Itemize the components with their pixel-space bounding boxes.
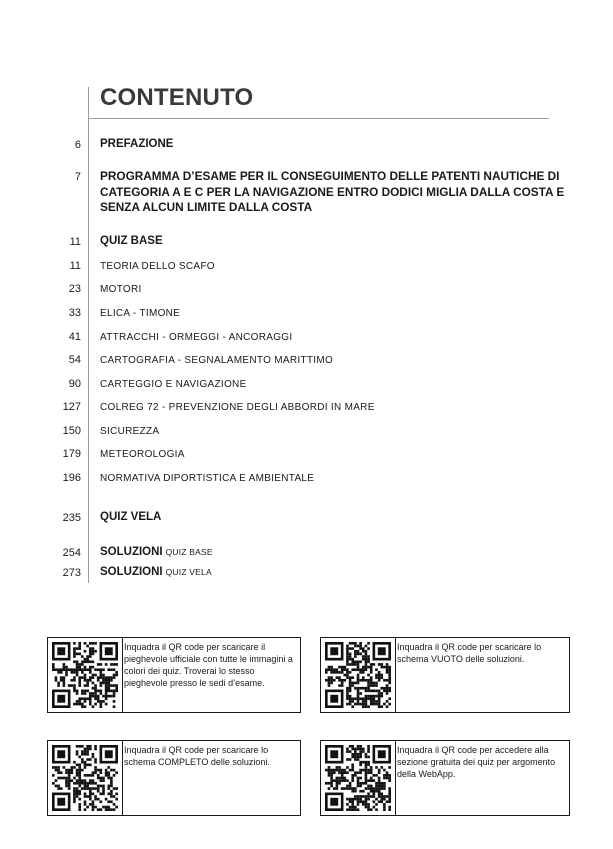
toc-page-number: 150 — [62, 425, 81, 437]
toc-label: PROGRAMMA D’ESAME PER IL CONSEGUIMENTO DELLE PATENTI NAUTICHE DI CATEGORIA A E C PER LA NAVIGAZIONE ENTRO DODICI MIGLIA DALLA COSTA E SENZA ALCUN LIMITE DALLA COSTA — [100, 169, 565, 214]
toc-label: QUIZ VELA — [100, 511, 162, 523]
toc-label: SICUREZZA — [100, 426, 160, 437]
toc-label-sub: QUIZ VELA — [165, 567, 212, 577]
qr-box-divider — [122, 638, 123, 712]
toc-page-number: 41 — [68, 331, 81, 343]
toc-label: COLREG 72 - PREVENZIONE DEGLI ABBORDI IN MARE — [100, 402, 375, 413]
toc-page-number: 90 — [68, 378, 81, 390]
toc-label: ATTRACCHI - ORMEGGI - ANCORAGGI — [100, 332, 293, 343]
qr-box-divider — [122, 741, 123, 815]
toc-label — [100, 566, 560, 578]
toc-label-main: SOLUZIONI — [100, 566, 163, 578]
qr-box-schema-completo[interactable] — [47, 740, 301, 816]
qr-box-text: Inquadra il QR code per scaricare lo schema COMPLETO delle soluzioni. — [124, 745, 270, 767]
toc-page-number: 11 — [69, 260, 81, 272]
page-title: CONTENUTO — [100, 84, 254, 111]
toc-page-number: 127 — [62, 401, 81, 413]
qr-box-webapp[interactable] — [320, 740, 570, 816]
qr-code-icon[interactable] — [52, 745, 118, 811]
toc-label: CARTEGGIO E NAVIGAZIONE — [100, 379, 247, 390]
vertical-divider — [88, 87, 89, 583]
toc-page-number: 11 — [69, 236, 81, 248]
qr-box-text: Inquadra il QR code per scaricare lo schema VUOTO delle soluzioni. — [397, 642, 542, 664]
toc-page-number: 179 — [62, 448, 81, 460]
toc-label: CARTOGRAFIA - SEGNALAMENTO MARITTIMO — [100, 355, 334, 366]
qr-box-divider — [395, 741, 396, 815]
qr-code-icon[interactable] — [325, 745, 391, 811]
toc-page-number: 196 — [62, 472, 81, 484]
qr-box-pieghevole[interactable] — [47, 637, 301, 713]
toc-page-number: 254 — [62, 547, 81, 559]
toc-label-main: SOLUZIONI — [100, 546, 163, 558]
qr-code-icon[interactable] — [325, 642, 391, 708]
title-underline — [89, 118, 549, 119]
toc-page-number: 235 — [62, 512, 81, 524]
qr-box-divider — [395, 638, 396, 712]
toc-page-number: 273 — [62, 567, 81, 579]
toc-label: QUIZ BASE — [100, 235, 163, 247]
toc-page-number: 33 — [68, 307, 81, 319]
qr-code-icon[interactable] — [52, 642, 118, 708]
toc-label: MOTORI — [100, 284, 142, 295]
toc-label: ELICA - TIMONE — [100, 308, 181, 319]
toc-page-number: 6 — [74, 139, 81, 151]
qr-box-schema-vuoto[interactable] — [320, 637, 570, 713]
toc-label: NORMATIVA DIPORTISTICA E AMBIENTALE — [100, 473, 315, 484]
toc-label — [100, 546, 560, 558]
toc-label-sub: QUIZ BASE — [165, 547, 213, 557]
toc-label: PREFAZIONE — [100, 138, 174, 150]
toc-page-number: 54 — [68, 354, 81, 366]
qr-box-text: Inquadra il QR code per accedere alla sezione gratuita dei quiz per argomento della WebApp. — [397, 745, 556, 779]
toc-page-number: 7 — [74, 171, 81, 183]
toc-page-number: 23 — [68, 283, 81, 295]
qr-box-text: Inquadra il QR code per scaricare il pieghevole ufficiale con tutte le immagini a colori dei quiz. Troverai lo stesso pieghevole presso le sedi d’esame. — [124, 642, 293, 688]
toc-label: METEOROLOGIA — [100, 449, 185, 460]
toc-label: TEORIA DELLO SCAFO — [100, 261, 215, 272]
